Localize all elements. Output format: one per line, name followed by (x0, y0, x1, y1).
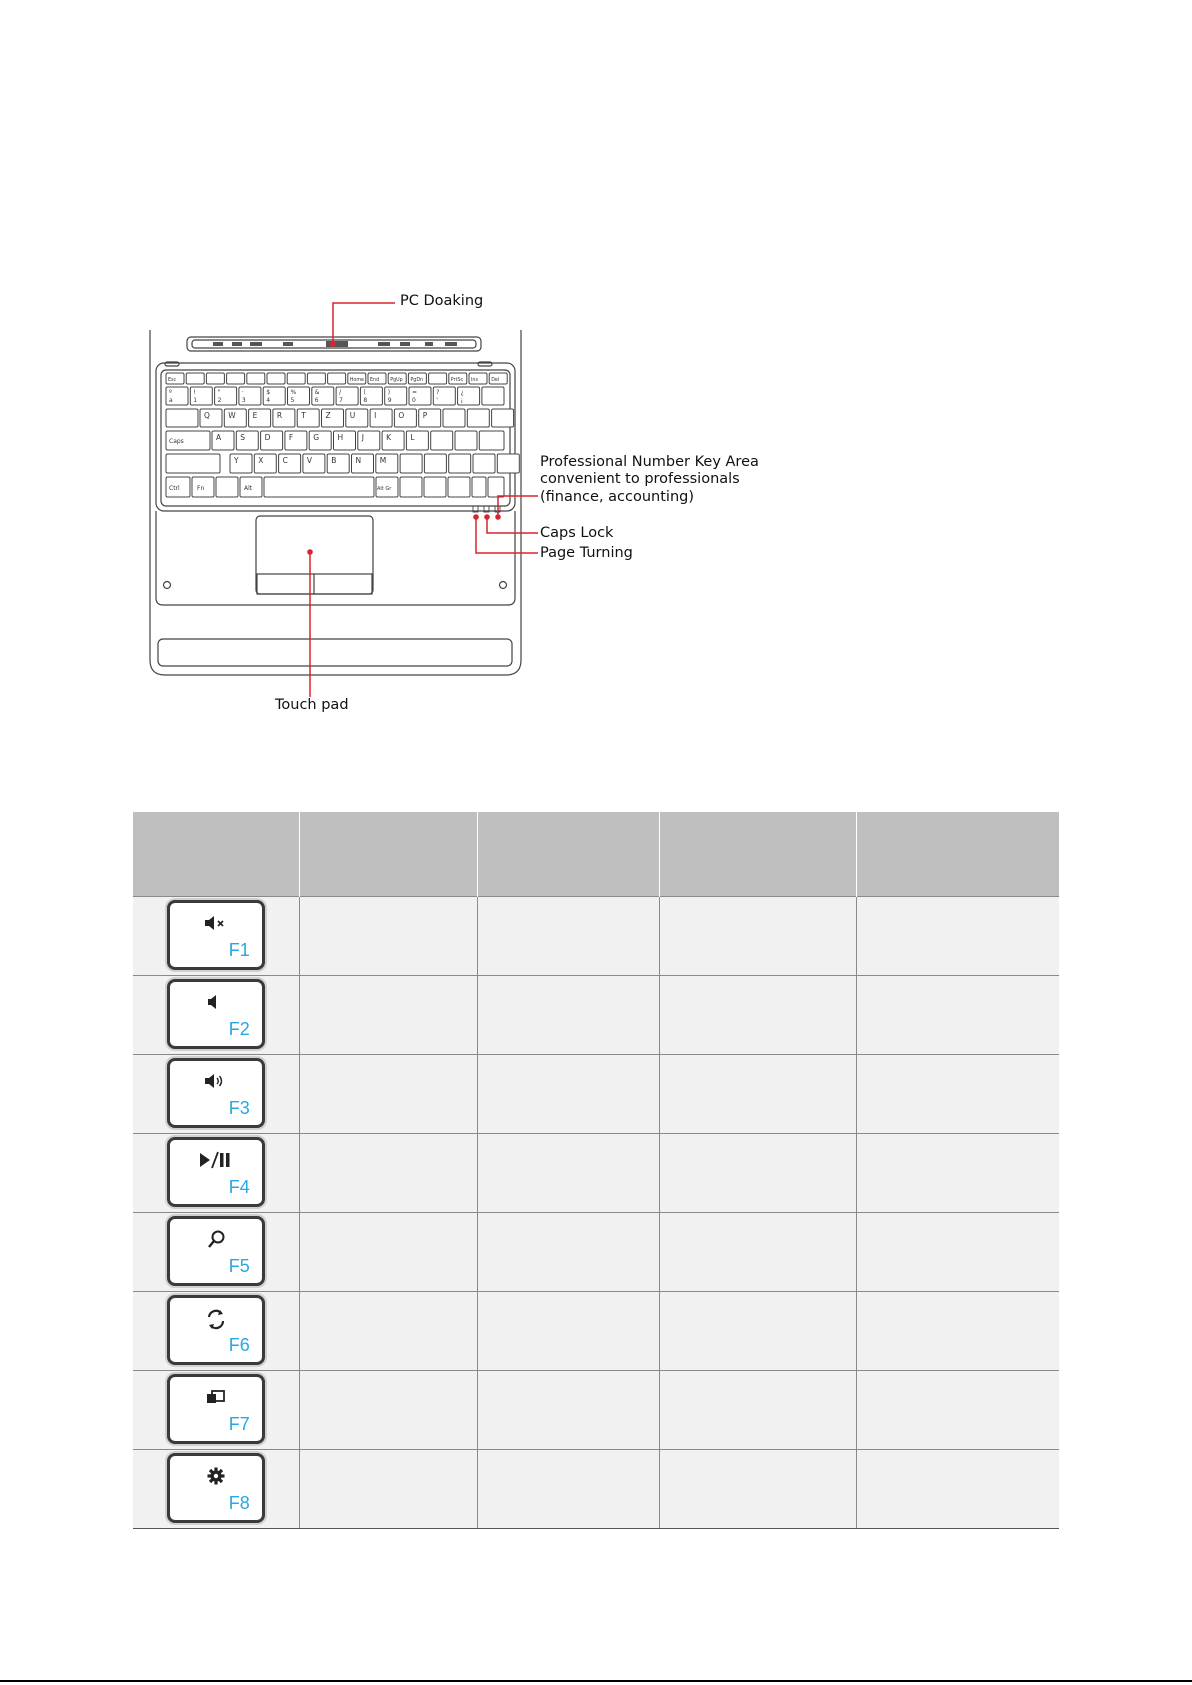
search-icon (201, 1229, 231, 1251)
keyboard-key-label: C (282, 456, 288, 465)
tab-key (166, 409, 198, 427)
play-pause-icon (196, 1150, 236, 1172)
table-cell (299, 1450, 477, 1529)
keyboard-key-label: a (169, 397, 173, 404)
mute-icon (201, 913, 231, 933)
table-header-cell (659, 812, 856, 897)
f1-key (167, 900, 265, 970)
fn-key-label: F6 (228, 1334, 250, 1355)
table-cell (856, 1213, 1059, 1292)
keyboard-key-label: R (276, 411, 283, 420)
keyboard-key-label: X (258, 456, 264, 465)
keyboard-key (267, 373, 285, 384)
fn-key-label: F4 (228, 1176, 250, 1197)
keyboard-key-label: 3 (241, 397, 246, 404)
fn-key-label: F5 (228, 1255, 250, 1276)
f7-key (167, 1374, 265, 1444)
number-area-label-line2: convenient to professionals (540, 471, 740, 487)
f2-key (167, 979, 265, 1049)
keyboard-key (287, 373, 305, 384)
table-row (133, 1371, 1059, 1450)
keyboard-key-label: º (169, 389, 172, 396)
number-area-label-line3: (finance, accounting) (540, 489, 695, 505)
keyboard-key (429, 373, 447, 384)
keyboard-key-label: 5 (290, 397, 295, 404)
keyboard-key-label: F (288, 433, 294, 442)
keyboard-key (443, 409, 465, 427)
table-cell (477, 1213, 659, 1292)
table-header-cell (133, 812, 299, 897)
table-header-cell (477, 812, 659, 897)
keyboard-key (449, 454, 471, 473)
keyboard-key-label: A (216, 433, 222, 442)
keyboard-key-label: ¿ (460, 389, 464, 396)
table-cell (856, 1134, 1059, 1213)
keyboard-key (455, 431, 477, 450)
keyboard-key-label: / (339, 389, 342, 396)
volume-up-icon (201, 1071, 231, 1091)
volume-down-icon (201, 992, 231, 1012)
keyboard-key-label: ! (193, 389, 196, 396)
keyboard-key-label: Z (325, 411, 331, 420)
table-cell (856, 1450, 1059, 1529)
keyboard-key (400, 477, 422, 497)
table-cell (856, 1055, 1059, 1134)
table-cell (659, 1213, 856, 1292)
keyboard-key-label: 9 (387, 397, 392, 404)
table-header-cell (299, 812, 477, 897)
keyboard-key-label: 2 (217, 397, 222, 404)
table-cell (299, 1292, 477, 1371)
table-header-cell (856, 812, 1059, 897)
keyboard-key-label: Home (349, 378, 364, 383)
table-cell (477, 976, 659, 1055)
f6-key (167, 1295, 265, 1365)
keyboard-key-label: PrtSc (450, 378, 464, 383)
keyboard-key-label: 4 (266, 397, 271, 404)
table-cell (299, 1134, 477, 1213)
keyboard-key-label: ¡ (460, 397, 464, 404)
page-turning-label: Page Turning (540, 545, 633, 561)
table-cell (299, 1371, 477, 1450)
keyboard-key-label: L (410, 433, 415, 442)
arrow-down-key (472, 477, 486, 497)
space-key (264, 477, 374, 497)
settings-gear-icon (201, 1466, 231, 1488)
table-cell (659, 1450, 856, 1529)
table-cell (299, 1055, 477, 1134)
keyboard-key-label: 6 (314, 397, 319, 404)
keyboard-key-label: W (228, 411, 236, 420)
keyboard-key-label: " (217, 389, 221, 396)
keyboard-key-label: Q (204, 411, 210, 420)
footer-rule (0, 1680, 1192, 1682)
keyboard-key-label: B (331, 456, 337, 465)
keyboard-key-label: PgDn (410, 378, 424, 383)
keyboard-key-label: G (313, 433, 320, 442)
keyboard-key-label: D (264, 433, 271, 442)
table-row (133, 1134, 1059, 1213)
keyboard-key-label: E (252, 411, 258, 420)
f4-key (167, 1137, 265, 1207)
function-key-table (133, 812, 1059, 1529)
f3-key (167, 1058, 265, 1128)
keyboard-key-label: H (337, 433, 344, 442)
table-row (133, 1292, 1059, 1371)
keyboard-key-label: Y (234, 456, 239, 465)
keyboard-key-label: % (290, 389, 297, 396)
keyboard-key-label: = (412, 389, 418, 396)
table-cell (659, 1055, 856, 1134)
fn-key-label: F2 (228, 1018, 250, 1039)
keyboard-key-label: Ins (471, 378, 478, 383)
table-cell (659, 1292, 856, 1371)
f5-key (167, 1216, 265, 1286)
keyboard-key-label: O (398, 411, 405, 420)
keyboard-key-label: · (241, 389, 244, 396)
keyboard-key-label: S (240, 433, 246, 442)
keyboard-key (227, 373, 245, 384)
windows-key (216, 477, 238, 497)
keyboard-key (497, 454, 519, 473)
keyboard-key (467, 409, 489, 427)
enter-key (479, 431, 504, 450)
table-cell (659, 1371, 856, 1450)
keyboard-key (307, 373, 325, 384)
table-cell (477, 1292, 659, 1371)
keyboard-key-label: & (314, 389, 320, 396)
keyboard-key-label: P (422, 411, 428, 420)
keyboard-key-label: $ (266, 389, 271, 396)
table-cell (477, 1055, 659, 1134)
refresh-icon (201, 1308, 231, 1332)
keyboard-key-label: T (301, 411, 306, 420)
keyboard-key-label: K (386, 433, 392, 442)
keyboard-key-label: M (379, 456, 387, 465)
keyboard-key-label: ? (436, 389, 440, 396)
table-row (133, 897, 1059, 976)
keyboard-key-label: 0 (412, 397, 416, 404)
keyboard-key (424, 477, 446, 497)
keyboard-key-label: 1 (193, 397, 198, 404)
table-cell (299, 897, 477, 976)
table-cell (477, 1450, 659, 1529)
number-area-label-line1: Professional Number Key Area (540, 454, 759, 470)
fn-key-label: F7 (228, 1413, 250, 1434)
keyboard-key-label: V (306, 456, 313, 465)
keyboard-key-label: 7 (339, 397, 343, 404)
keyboard-key-label: PgUp (390, 378, 403, 383)
fn-key-label: F8 (228, 1492, 250, 1513)
keyboard-key (206, 373, 224, 384)
table-cell (477, 1134, 659, 1213)
keyboard-key (247, 373, 265, 384)
table-row (133, 976, 1059, 1055)
keyboard-key-label: Ctrl (169, 485, 180, 492)
keyboard-key (400, 454, 422, 473)
pc-docking-label: PC Doaking (400, 293, 484, 309)
keyboard-key-label: ' (436, 397, 438, 404)
table-cell (856, 897, 1059, 976)
keyboard-key (328, 373, 346, 384)
keyboard-key-label: Esc (168, 378, 177, 383)
keyboard-key (431, 431, 453, 450)
keyboard-key-label: Alt Gr (377, 486, 392, 492)
fn-key-label: F3 (228, 1097, 250, 1118)
keyboard-key (473, 454, 495, 473)
keyboard-key-label: Del (491, 378, 500, 383)
backspace-key (482, 387, 504, 405)
keyboard-key-label: I (374, 411, 377, 420)
table-row (133, 1450, 1059, 1529)
arrow-left-key (448, 477, 470, 497)
table-cell (659, 1134, 856, 1213)
table-cell (299, 976, 477, 1055)
switch-display-icon (201, 1387, 231, 1407)
touch-pad-label: Touch pad (275, 697, 349, 713)
keyboard-key-label: End (370, 378, 380, 383)
keyboard-keys (166, 373, 519, 497)
keyboard-key (424, 454, 446, 473)
table-row (133, 1055, 1059, 1134)
keyboard-diagram (0, 0, 1192, 760)
keyboard-key-label: Alt (244, 485, 253, 492)
table-cell (856, 976, 1059, 1055)
table-cell (477, 897, 659, 976)
table-cell (856, 1292, 1059, 1371)
keyboard-key-label: ) (387, 389, 391, 396)
left-shift-key (166, 454, 220, 473)
fn-key-label: F1 (228, 939, 250, 960)
table-cell (856, 1371, 1059, 1450)
keyboard-key (186, 373, 204, 384)
keyboard-key-label: N (355, 456, 362, 465)
table-header-row (133, 812, 1059, 897)
table-cell (299, 1213, 477, 1292)
f8-key (167, 1453, 265, 1523)
table-cell (477, 1371, 659, 1450)
keyboard-key-label: U (349, 411, 356, 420)
keyboard-key-label: ( (363, 389, 366, 396)
arrow-right-key (488, 477, 504, 497)
keyboard-key-label: 8 (363, 397, 368, 404)
keyboard-key-label: Fn (197, 485, 205, 492)
table-cell (659, 976, 856, 1055)
keyboard-key (492, 409, 514, 427)
keyboard-key-label: Caps (169, 438, 184, 445)
table-cell (659, 897, 856, 976)
caps-lock-label: Caps Lock (540, 525, 614, 541)
keyboard-key-label: J (361, 433, 365, 442)
table-row (133, 1213, 1059, 1292)
